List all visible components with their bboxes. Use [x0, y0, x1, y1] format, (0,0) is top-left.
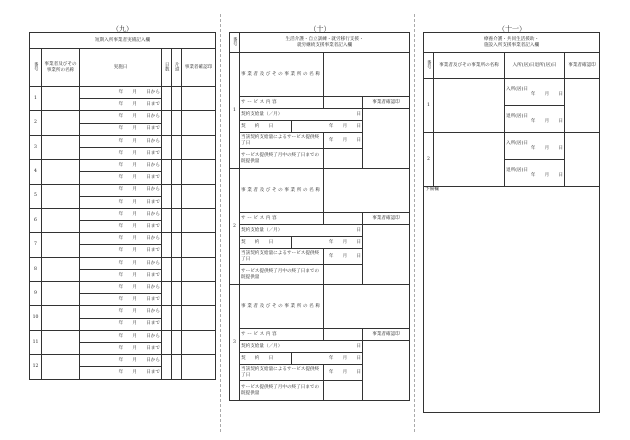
days-cell[interactable]	[162, 282, 172, 306]
remarks-label: 予備欄	[425, 187, 439, 192]
provider-name-field[interactable]	[324, 169, 410, 213]
res-header-inout: 入所(居)日退所(居)日	[505, 53, 565, 79]
provider-name-cell[interactable]	[42, 330, 80, 354]
foot-cell[interactable]	[172, 257, 182, 281]
provider-name-cell[interactable]	[434, 79, 505, 133]
confirm-seal-cell[interactable]	[182, 355, 216, 379]
foot-cell[interactable]	[172, 184, 182, 208]
days-cell[interactable]	[162, 306, 172, 330]
contract-date-label: 契 約 日	[240, 353, 292, 365]
row-number: 4	[30, 160, 42, 184]
foot-cell[interactable]	[172, 135, 182, 159]
to-date-cell[interactable]: 年 月 日まで	[80, 147, 162, 159]
amount-label: 契約支給量（／月）	[241, 343, 283, 349]
end-date-field[interactable]: 年 月 日	[324, 249, 363, 265]
exit-label: 退所(居)日	[506, 113, 528, 119]
confirm-label: 事業者確認印	[363, 329, 410, 341]
days-cell[interactable]	[162, 233, 172, 257]
to-date-cell[interactable]: 年 月 日まで	[80, 123, 162, 135]
header-period: 実施日	[80, 49, 162, 87]
day-unit: 日	[356, 111, 361, 117]
confirm-seal-cell[interactable]	[182, 160, 216, 184]
foot-cell[interactable]	[172, 330, 182, 354]
end-date-label: 当該契約支給量によるサービス提供終了日	[240, 133, 324, 149]
end-date-label: 当該契約支給量によるサービス提供終了日	[240, 365, 324, 381]
days-cell[interactable]	[162, 111, 172, 135]
provider-name-cell[interactable]	[42, 135, 80, 159]
confirm-label: 事業者確認印	[363, 213, 410, 225]
row-number: 10	[30, 306, 42, 330]
row-number: 3	[30, 135, 42, 159]
entry-date-cell[interactable]: 入所(居)日 年 月 日	[505, 133, 565, 160]
row-number: 12	[30, 355, 42, 379]
remaining-field[interactable]	[324, 149, 363, 169]
row-number: 8	[30, 257, 42, 281]
foot-cell[interactable]	[172, 306, 182, 330]
days-cell[interactable]	[162, 257, 172, 281]
from-date-cell[interactable]: 年 月 日から	[80, 306, 162, 318]
to-date-cell[interactable]: 年 月 日まで	[80, 245, 162, 257]
day-unit: 日	[356, 227, 361, 233]
amount-label: 契約支給量（／月）	[241, 111, 283, 117]
row-number: 6	[30, 208, 42, 232]
confirm-seal-cell[interactable]	[182, 87, 216, 111]
to-date-cell[interactable]: 年 月 日まで	[80, 318, 162, 330]
provider-name-label: 事業者及びその事業所の名称	[240, 53, 324, 97]
header-foot: 片道	[174, 61, 180, 71]
to-date-cell[interactable]: 年 月 日まで	[80, 367, 162, 379]
block-number: 1	[230, 53, 240, 169]
days-cell[interactable]	[162, 208, 172, 232]
table-row	[30, 135, 216, 147]
provider-name-field[interactable]	[324, 53, 410, 97]
provider-name-cell[interactable]	[42, 87, 80, 111]
table-row	[30, 257, 216, 269]
provider-name-cell[interactable]	[42, 257, 80, 281]
service-field[interactable]	[324, 97, 363, 109]
panel-number-10: （十）	[309, 25, 331, 33]
days-cell[interactable]	[162, 135, 172, 159]
row-number: 2	[424, 133, 434, 187]
days-cell[interactable]	[162, 355, 172, 379]
header-name: 事業者及びその事業所の名称	[42, 49, 80, 87]
remaining-label: サービス提供終了月中の終了日までの既提供量	[240, 265, 324, 285]
table-row	[30, 87, 216, 99]
end-date-field[interactable]: 年 月 日	[324, 133, 363, 149]
foot-cell[interactable]	[172, 87, 182, 111]
provider-name-cell[interactable]	[42, 111, 80, 135]
contract-date-field[interactable]: 年 月 日	[292, 237, 363, 249]
amount-label: 契約支給量（／月）	[241, 227, 283, 233]
from-date-cell[interactable]: 年 月 日から	[80, 184, 162, 196]
provider-name-cell[interactable]	[42, 184, 80, 208]
contract-date-field[interactable]: 年 月 日	[292, 121, 363, 133]
row-number: 1	[30, 87, 42, 111]
contract-date-label: 契 約 日	[240, 121, 292, 133]
provider-name-field[interactable]	[324, 285, 410, 329]
from-date-cell[interactable]: 年 月 日から	[80, 160, 162, 172]
remaining-label: サービス提供終了月中の終了日までの既提供量	[240, 381, 324, 401]
amount-cell[interactable]	[240, 341, 363, 353]
confirm-seal-cell[interactable]	[363, 109, 410, 169]
panel-number-11: （十一）	[498, 25, 526, 33]
res-title: 療養介護・共同生活援助・ 施設入所支援事業者記入欄	[424, 33, 600, 53]
table-row	[30, 184, 216, 196]
confirm-seal-cell[interactable]	[565, 79, 600, 133]
daytime-service-table	[229, 32, 410, 401]
confirm-seal-cell[interactable]	[363, 225, 410, 285]
provider-name-cell[interactable]	[42, 160, 80, 184]
table-row	[30, 282, 216, 294]
to-date-cell[interactable]: 年 月 日まで	[80, 172, 162, 184]
res-header-name: 事業者及びその事業所の名称	[434, 53, 505, 79]
confirm-seal-cell[interactable]	[182, 208, 216, 232]
exit-date-cell[interactable]: 退所(居)日 年 月 日	[505, 160, 565, 187]
header-no: 番号	[33, 61, 39, 71]
confirm-label: 事業者確認印	[363, 97, 410, 109]
foot-cell[interactable]	[172, 160, 182, 184]
row-number: 9	[30, 282, 42, 306]
res-header-confirm: 事業者確認印	[565, 53, 600, 79]
to-date-cell[interactable]: 年 月 日まで	[80, 294, 162, 306]
header-confirm: 事業者確認印	[182, 49, 216, 87]
row-number: 2	[30, 111, 42, 135]
service-label: サービス内容	[240, 97, 324, 109]
table-row	[30, 330, 216, 342]
row-number: 5	[30, 184, 42, 208]
service-field[interactable]	[324, 329, 363, 341]
header-days: 日数	[164, 61, 170, 71]
mid-title: 生活介護・自立訓練・就労移行支援・ 就労継続支援事業者記入欄	[240, 33, 410, 53]
end-date-field[interactable]: 年 月 日	[324, 365, 363, 381]
from-date-cell[interactable]: 年 月 日から	[80, 208, 162, 220]
confirm-seal-cell[interactable]	[182, 233, 216, 257]
from-date-cell[interactable]: 年 月 日から	[80, 257, 162, 269]
provider-name-label: 事業者及びその事業所の名称	[240, 285, 324, 329]
contract-date-label: 契 約 日	[240, 237, 292, 249]
days-cell[interactable]	[162, 160, 172, 184]
service-field[interactable]	[324, 213, 363, 225]
block-number: 3	[230, 285, 240, 401]
foot-cell[interactable]	[172, 282, 182, 306]
amount-cell[interactable]	[240, 225, 363, 237]
table-row	[30, 306, 216, 318]
separator-line	[414, 14, 415, 432]
to-date-cell[interactable]: 年 月 日まで	[80, 196, 162, 208]
confirm-seal-cell[interactable]	[182, 257, 216, 281]
confirm-seal-cell[interactable]	[182, 330, 216, 354]
table-row	[30, 355, 216, 367]
from-date-cell[interactable]: 年 月 日から	[80, 330, 162, 342]
confirm-seal-cell[interactable]	[182, 111, 216, 135]
separator-line	[220, 14, 221, 432]
foot-cell[interactable]	[172, 233, 182, 257]
remarks-field[interactable]	[424, 187, 600, 413]
service-label: サービス内容	[240, 213, 324, 225]
confirm-seal-cell[interactable]	[363, 341, 410, 401]
foot-cell[interactable]	[172, 208, 182, 232]
remaining-label: サービス提供終了月中の終了日までの既提供量	[240, 149, 324, 169]
amount-cell[interactable]	[240, 109, 363, 121]
to-date-cell[interactable]: 年 月 日まで	[80, 269, 162, 281]
provider-name-cell[interactable]	[42, 282, 80, 306]
confirm-seal-cell[interactable]	[182, 306, 216, 330]
days-cell[interactable]	[162, 87, 172, 111]
contract-date-field[interactable]: 年 月 日	[292, 353, 363, 365]
panel-number-9: （九）	[112, 25, 133, 33]
from-date-cell[interactable]: 年 月 日から	[80, 87, 162, 99]
days-cell[interactable]	[162, 184, 172, 208]
block-number: 2	[230, 169, 240, 285]
provider-name-cell[interactable]	[42, 355, 80, 379]
table-row	[30, 208, 216, 220]
to-date-cell[interactable]: 年 月 日まで	[80, 342, 162, 354]
days-cell[interactable]	[162, 330, 172, 354]
provider-name-label: 事業者及びその事業所の名称	[240, 169, 324, 213]
end-date-label: 当該契約支給量によるサービス提供終了日	[240, 249, 324, 265]
confirm-seal-cell[interactable]	[182, 135, 216, 159]
from-date-cell[interactable]: 年 月 日から	[80, 282, 162, 294]
res-header-no: 番号	[426, 59, 432, 69]
row-number: 7	[30, 233, 42, 257]
provider-name-cell[interactable]	[434, 133, 505, 187]
entry-date-cell[interactable]: 入所(居)日 年 月 日	[505, 79, 565, 106]
entry-label: 入所(居)日	[506, 86, 528, 92]
from-date-cell[interactable]: 年 月 日から	[80, 233, 162, 245]
provider-name-cell[interactable]	[42, 306, 80, 330]
from-date-cell[interactable]: 年 月 日から	[80, 355, 162, 367]
row-number: 11	[30, 330, 42, 354]
short-stay-table	[29, 32, 216, 380]
provider-name-cell[interactable]	[42, 233, 80, 257]
day-unit: 日	[356, 343, 361, 349]
confirm-seal-cell[interactable]	[565, 133, 600, 187]
mid-header-no: 番号	[232, 36, 238, 46]
to-date-cell[interactable]: 年 月 日まで	[80, 221, 162, 233]
foot-cell[interactable]	[172, 111, 182, 135]
to-date-cell[interactable]: 年 月 日まで	[80, 99, 162, 111]
confirm-seal-cell[interactable]	[182, 184, 216, 208]
from-date-cell[interactable]: 年 月 日から	[80, 135, 162, 147]
remaining-field[interactable]	[324, 265, 363, 285]
residential-table	[423, 32, 600, 413]
table-row	[30, 111, 216, 123]
short-stay-title: 短期入所事業者実績記入欄	[30, 33, 216, 49]
from-date-cell[interactable]: 年 月 日から	[80, 111, 162, 123]
exit-label: 退所(居)日	[506, 167, 528, 173]
service-label: サービス内容	[240, 329, 324, 341]
table-row	[30, 233, 216, 245]
foot-cell[interactable]	[172, 355, 182, 379]
confirm-seal-cell[interactable]	[182, 282, 216, 306]
row-number: 1	[424, 79, 434, 133]
remaining-field[interactable]	[324, 381, 363, 401]
table-row	[30, 160, 216, 172]
entry-label: 入所(居)日	[506, 140, 528, 146]
provider-name-cell[interactable]	[42, 208, 80, 232]
exit-date-cell[interactable]: 退所(居)日 年 月 日	[505, 106, 565, 133]
